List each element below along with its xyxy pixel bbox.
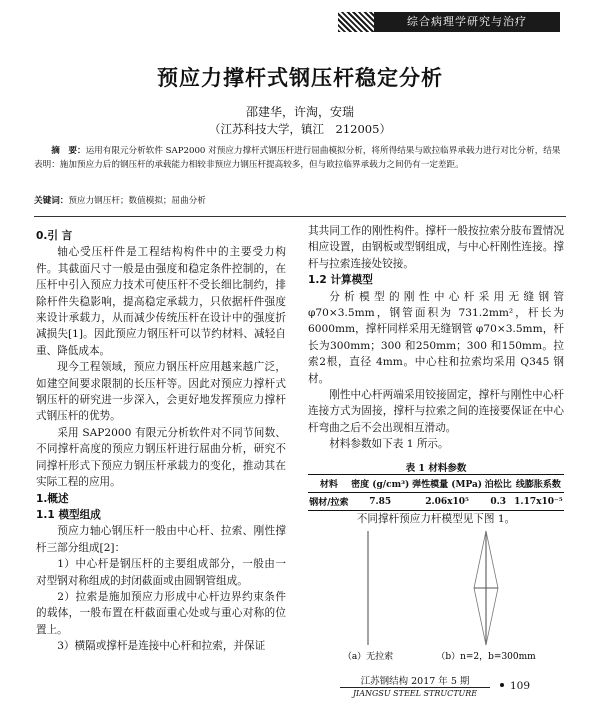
- table-cell: 7.85: [350, 493, 411, 511]
- authors: 邵建华，许淘，安瑞: [245, 105, 354, 119]
- paragraph: 刚性中心杆两端采用铰接固定，撑杆与刚性中心杆连接方式为固接，撑杆与拉索之间的连接要保证在中心杆弯曲之后不会出现相互滑动。: [308, 389, 564, 434]
- affiliation: （江苏科技大学，镇江 212005）: [209, 122, 391, 136]
- list-item: 3）横隔或撑杆是连接中心杆和拉索，并保证: [57, 640, 266, 653]
- paragraph: 现今工程领域，预应力钢压杆应用越来越广泛，如建空间要求限制的长压杆等。因此对预应力撑杆式钢压杆的研究进一步深入，会更好地发挥预应力撑杆式钢压杆的优势。: [36, 361, 286, 423]
- table-header: 线膨胀系数: [513, 475, 564, 493]
- subfigure-a-label: （a）无拉索: [342, 652, 394, 662]
- page-number: 109: [510, 680, 531, 692]
- paragraph: 分析模型的刚性中心杆采用无缝钢管φ70×3.5mm，钢管面积为 731.2mm²，杆长为6000mm，撑杆同样采用无缝钢管 φ70×3.5mm，杆长为300mm；300 和250mm；300 和150mm。拉索2根，直径 4mm。中心柱和拉索均采用 Q345 钢材。: [308, 290, 564, 385]
- table-caption: 表 1 材料参数: [405, 463, 467, 474]
- footer-rule: [340, 687, 490, 688]
- table-row: [308, 493, 564, 511]
- subfigure-b-label: （b）n=2，b=300mm: [436, 652, 536, 662]
- paper-title: 预应力撑杆式钢压杆稳定分析: [157, 66, 443, 90]
- table-header: 材料: [308, 475, 350, 493]
- table-cell: 2.06x10⁵: [411, 493, 484, 511]
- banner-hatch: [338, 12, 374, 32]
- heading-overview: 1.概述: [36, 492, 69, 505]
- material-table: [308, 474, 564, 511]
- section-divider: [34, 216, 566, 217]
- table-cell: 1.17x10⁻⁵: [513, 493, 564, 511]
- heading-introduction: 0.引 言: [36, 230, 73, 242]
- right-column: [308, 223, 564, 453]
- paragraph: 其共同工作的刚性构件。撑杆一般按拉索分肢布置情况相应设置，由钢板或型钢组成，与中心杆刚性连接。撑杆与拉索连接处铰接。: [308, 225, 564, 270]
- paragraph: 采用 SAP2000 有限元分析软件对不同节间数、不同撑杆高度的预应力钢压杆进行屈曲分析，研究不同撑杆形式下预应力钢压杆承载力的变化，推动其在实际工程的应用。: [36, 426, 286, 489]
- table-cell: 0.3: [484, 493, 513, 511]
- list-item: 1）中心杆是钢压杆的主要组成部分，一般由一对型钢对称组成的封闭截面或由圆钢管组成。: [36, 558, 286, 587]
- abstract: [34, 144, 566, 172]
- heading-model-composition: 1.1 模型组成: [36, 508, 101, 521]
- keywords: [34, 194, 566, 206]
- heading-calculation-model: 1.2 计算模型: [308, 274, 373, 287]
- paragraph: 轴心受压杆件是工程结构构件中的主要受力构件。其截面尺寸一般是由强度和稳定条件控制的，在压杆中引入预应力技术可使压杆不受长细比制约，排除杆件失稳影响，提高稳定承载力，只依据杆件强度来设计承载力，从而减少传统压杆在设计中的强度折减损失[1]。因此预应力钢压杆可以节约材料、减轻自重、降低成本。: [36, 246, 286, 357]
- abstract-label: 摘 要：: [51, 146, 86, 156]
- table-header: 弹性模量 (MPa): [411, 475, 484, 493]
- table-header: 泊松比: [484, 475, 513, 493]
- table-header: 密度 (g/cm³): [350, 475, 411, 493]
- journal-section-banner: 综合病理学研究与治疗: [374, 12, 560, 32]
- keywords-text: 预应力钢压杆；数值模拟；屈曲分析: [68, 196, 206, 206]
- paragraph: 预应力轴心钢压杆一般由中心杆、拉索、刚性撑杆三部分组成[2]：: [36, 525, 286, 554]
- table-cell: 钢材/拉索: [308, 493, 350, 511]
- list-item: 2）拉索是施加预应力形成中心杆边界约束条件的载体，一般布置在杆截面重心处或与重心对称的位置上。: [36, 590, 286, 636]
- figure-intro: 不同撑杆预应力杆模型见下图 1。: [356, 513, 516, 525]
- journal-name-en: JIANGSU STEEL STRUCTURE: [352, 689, 478, 698]
- paragraph: 材料参数如下表 1 所示。: [329, 438, 449, 451]
- keywords-label: 关键词：: [34, 196, 69, 206]
- journal-name: 江苏钢结构 2017 年 5 期: [360, 676, 470, 687]
- figure-strut-models: [308, 527, 564, 662]
- bullet-dot: [500, 683, 504, 687]
- left-column: [36, 228, 286, 655]
- abstract-text: 运用有限元分析软件 SAP2000 对预应力撑杆式钢压杆进行屈曲模拟分析，将所得结果与欧拉临界承载力进行对比分析，结果表明：施加预应力后的钢压杆的承载能力相较非预应力钢压杆提高较多，但与欧拉临界承载力之间仍有一定差距。: [34, 146, 561, 170]
